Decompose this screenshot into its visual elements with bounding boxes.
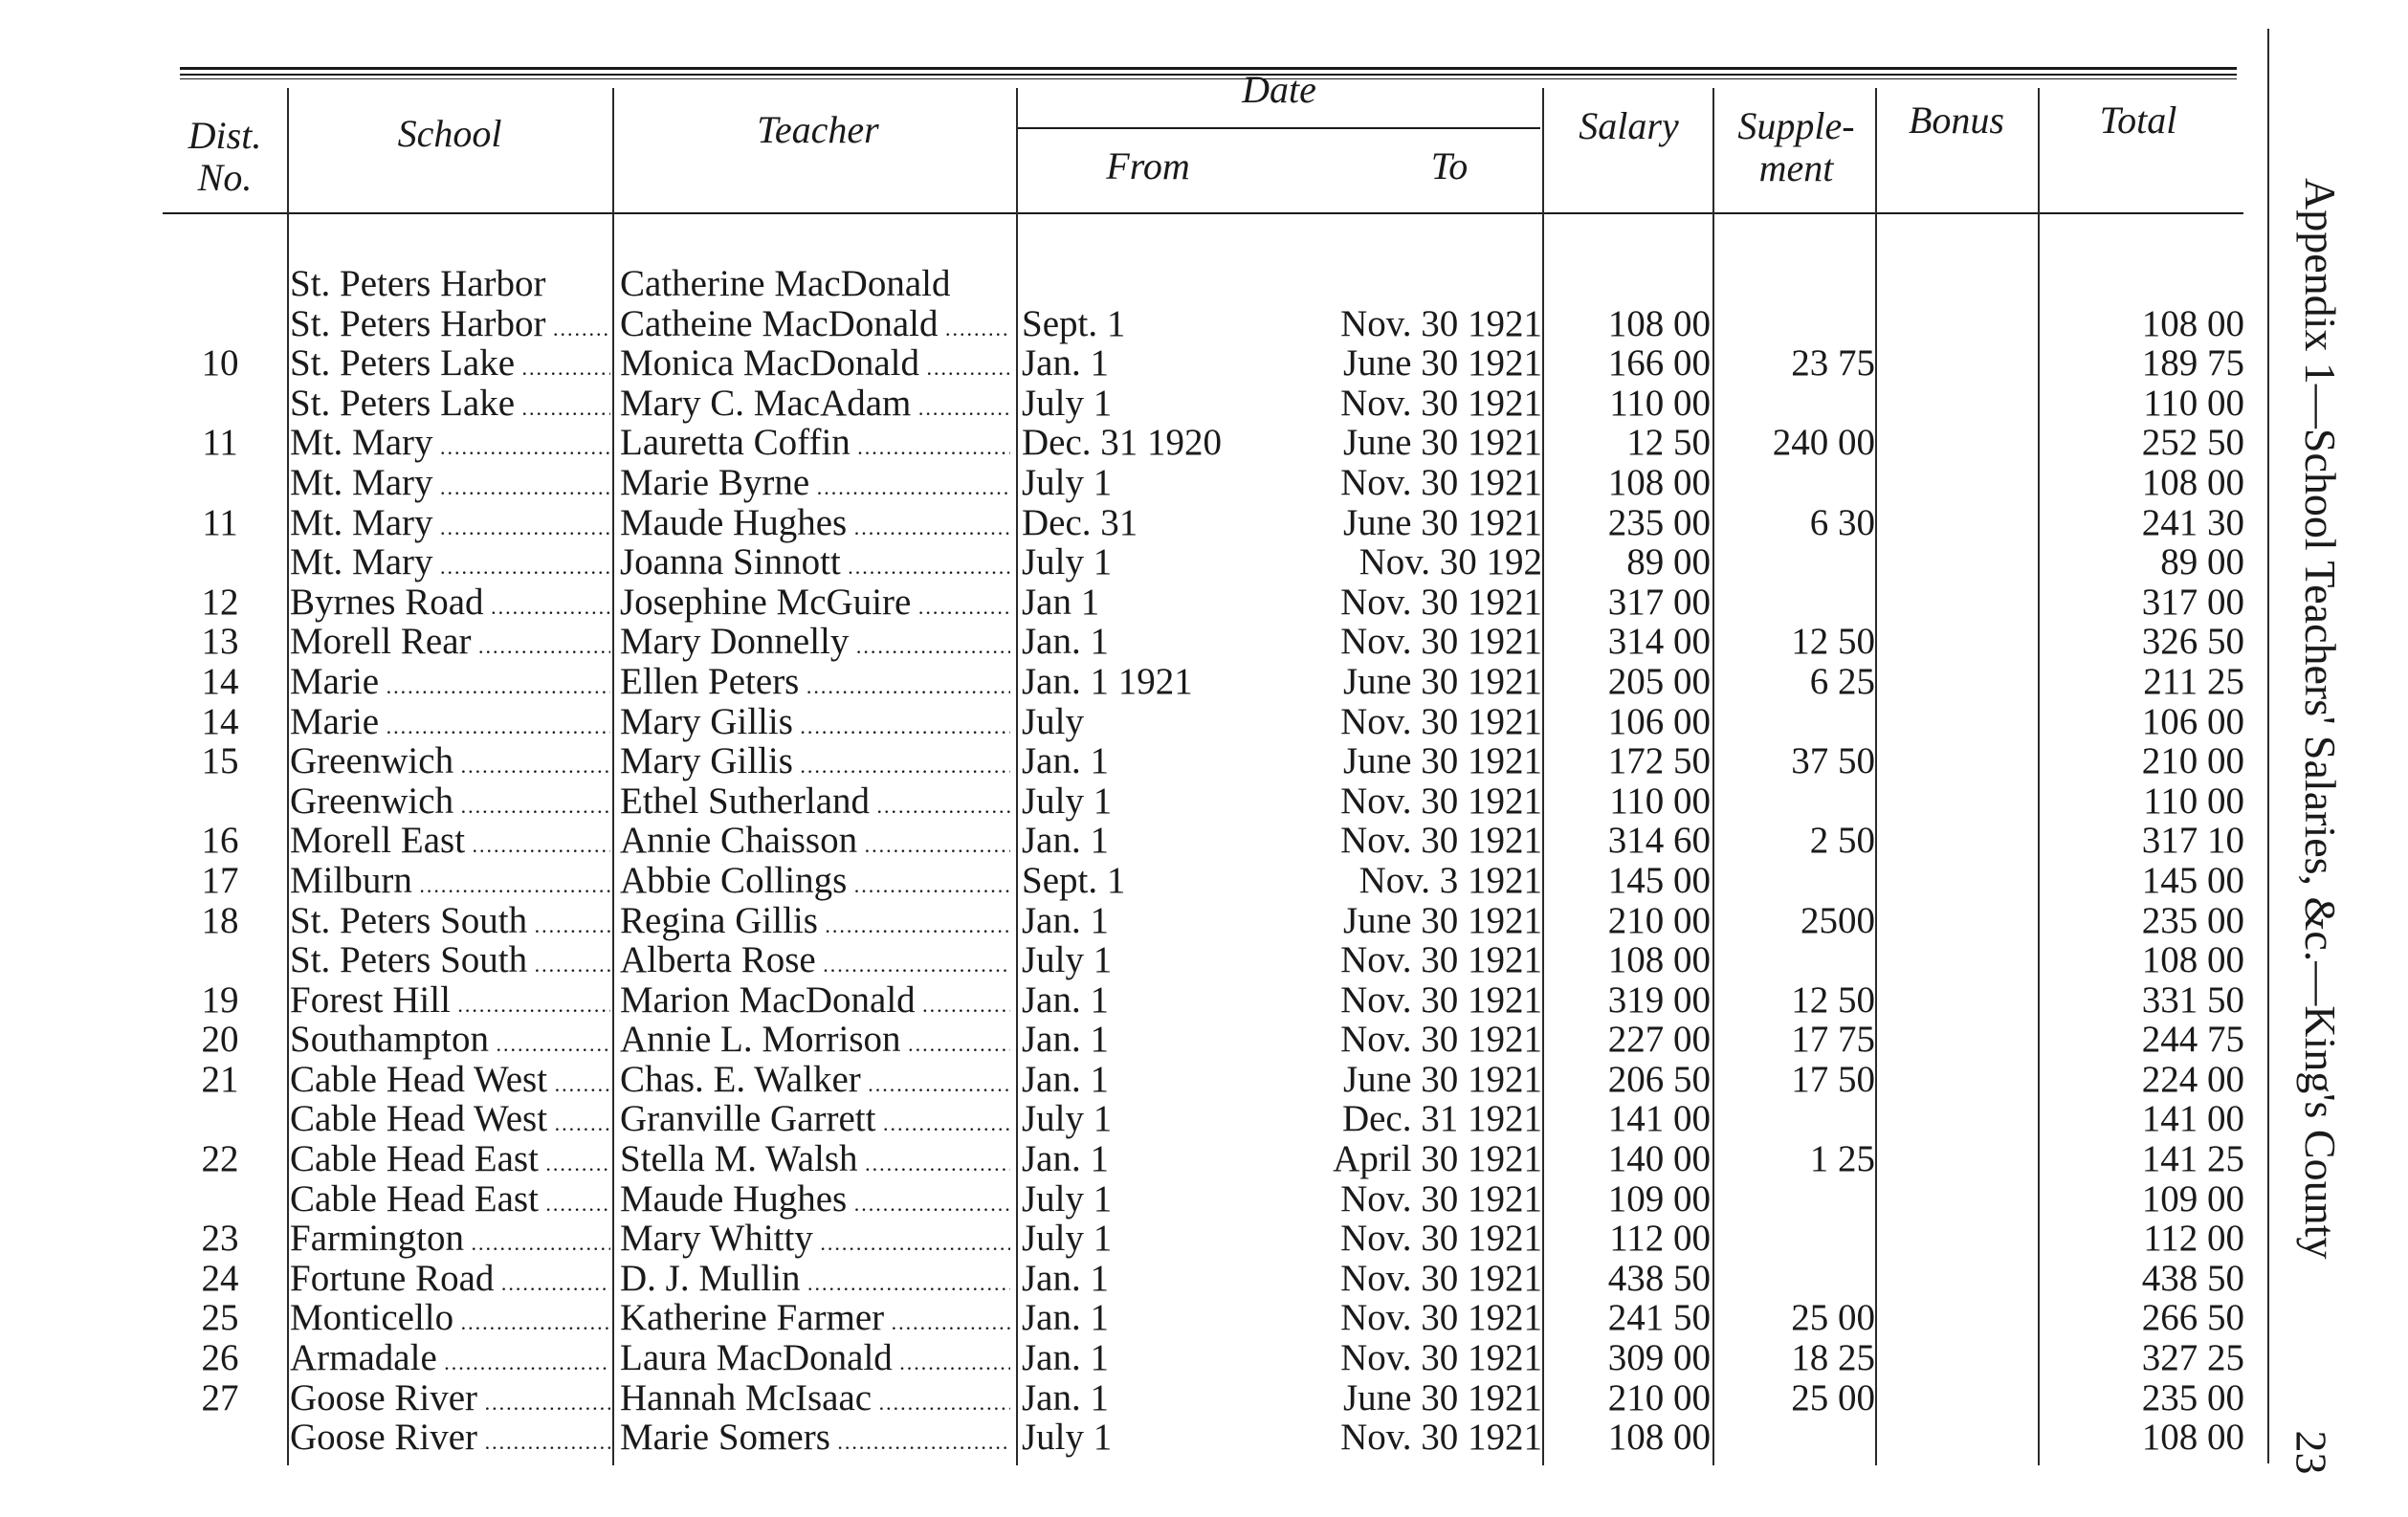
cell-date-to: Nov. 30 1921 [1340, 939, 1542, 981]
cell-supplement: 1 25 [1809, 1138, 1875, 1180]
cell-salary: 314 60 [1607, 820, 1711, 862]
cell-dist-no: 25 [201, 1297, 239, 1339]
cell-total: 112 00 [2143, 1218, 2244, 1260]
cell-teacher: Maude Hughes ..... [620, 503, 1010, 548]
cell-salary: 206 50 [1607, 1058, 1711, 1100]
cell-school: Forest Hill ..... [290, 980, 610, 1025]
table-row [0, 542, 2277, 583]
cell-school: Cable Head West ..... [290, 1099, 610, 1144]
salary-table [0, 264, 2277, 1458]
cell-teacher: Abbie Collings ..... [620, 861, 1010, 906]
cell-supplement: 6 25 [1809, 660, 1875, 702]
cell-teacher: Annie L. Morrison ..... [620, 1020, 1010, 1065]
cell-salary: 317 00 [1607, 581, 1711, 623]
cell-supplement: 240 00 [1772, 422, 1875, 464]
cell-teacher: Catherine MacDonald [620, 264, 951, 304]
cell-date-from: July 1 [1022, 461, 1113, 503]
cell-date-to: Nov. 30 1921 [1340, 1177, 1542, 1220]
cell-total: 108 00 [2141, 939, 2244, 981]
cell-total: 235 00 [2141, 1376, 2244, 1418]
cell-school: Mt. Mary ..... [290, 463, 610, 508]
cell-salary: 12 50 [1626, 422, 1711, 464]
cell-total: 241 30 [2141, 501, 2244, 543]
cell-school: Cable Head East ..... [290, 1139, 610, 1184]
cell-total: 210 00 [2141, 740, 2244, 782]
cell-school: Cable Head West ..... [290, 1060, 610, 1105]
cell-total: 326 50 [2141, 621, 2244, 663]
cell-date-to: Nov. 30 1921 [1340, 1337, 1542, 1379]
cell-date-from: Jan. 1 [1022, 621, 1109, 663]
header-date: Date [1242, 68, 1316, 111]
cell-date-to: Dec. 31 1921 [1341, 1098, 1542, 1140]
cell-dist-no: 21 [201, 1058, 239, 1100]
cell-teacher: Granville Garrett ..... [620, 1099, 1010, 1144]
cell-teacher: Marie Byrne ..... [620, 463, 1010, 508]
table-row [0, 1259, 2277, 1299]
cell-date-from: Jan. 1 [1022, 1297, 1109, 1339]
table-row [0, 702, 2277, 742]
cell-date-to: Nov. 30 1921 [1340, 1297, 1542, 1339]
table-row [0, 423, 2277, 463]
cell-dist-no: 18 [201, 899, 239, 941]
cell-dist-no: 22 [201, 1138, 239, 1180]
cell-salary: 110 00 [1609, 382, 1711, 424]
cell-total: 244 75 [2141, 1019, 2244, 1061]
cell-date-to: Nov. 30 1921 [1340, 1218, 1542, 1260]
cell-date-from: Jan. 1 [1022, 1019, 1109, 1061]
table-row [0, 1139, 2277, 1179]
table-row [0, 384, 2277, 424]
cell-total: 235 00 [2141, 899, 2244, 941]
cell-teacher: Mary Gillis ..... [620, 741, 1010, 786]
cell-salary: 241 50 [1607, 1297, 1711, 1339]
cell-date-to: June 30 1921 [1343, 342, 1542, 385]
page-number: 23 [2286, 1430, 2336, 1475]
cell-school: Mt. Mary ..... [290, 542, 610, 587]
cell-salary: 108 00 [1607, 461, 1711, 503]
cell-dist-no: 13 [201, 621, 239, 663]
cell-teacher: D. J. Mullin ..... [620, 1259, 1010, 1304]
cell-teacher: Regina Gillis ..... [620, 901, 1010, 946]
cell-supplement: 18 25 [1791, 1337, 1875, 1379]
cell-dist-no: 12 [201, 581, 239, 623]
cell-total: 438 50 [2141, 1257, 2244, 1299]
cell-teacher: Mary Donnelly ..... [620, 622, 1010, 667]
cell-teacher: Marion MacDonald ..... [620, 980, 1010, 1025]
cell-salary: 205 00 [1607, 660, 1711, 702]
cell-date-to: June 30 1921 [1343, 740, 1542, 782]
cell-teacher: Katherine Farmer ..... [620, 1298, 1010, 1343]
cell-school: Morell East ..... [290, 821, 610, 866]
cell-salary: 314 00 [1607, 621, 1711, 663]
cell-date-to: April 30 1921 [1333, 1138, 1542, 1180]
header-to: To [1430, 144, 1469, 187]
cell-salary: 172 50 [1607, 740, 1711, 782]
cell-date-from: July 1 [1022, 1177, 1113, 1220]
cell-total: 331 50 [2141, 978, 2244, 1021]
cell-salary: 235 00 [1607, 501, 1711, 543]
cell-teacher: Hannah McIsaac ..... [620, 1378, 1010, 1423]
cell-dist-no: 26 [201, 1337, 239, 1379]
cell-date-from: July [1022, 700, 1085, 742]
cell-school: St. Peters Harbor [290, 264, 546, 304]
cell-supplement: 25 00 [1791, 1297, 1875, 1339]
cell-school: Milburn ..... [290, 861, 610, 906]
cell-teacher: Josephine McGuire ..... [620, 583, 1010, 627]
cell-date-from: July 1 [1022, 939, 1113, 981]
header-bonus: Bonus [1909, 99, 2004, 142]
cell-date-to: June 30 1921 [1343, 1058, 1542, 1100]
cell-date-to: June 30 1921 [1343, 1376, 1542, 1418]
cell-school: Armadale ..... [290, 1338, 610, 1383]
cell-salary: 438 50 [1607, 1257, 1711, 1299]
table-row [0, 463, 2277, 503]
cell-date-from: Jan. 1 [1022, 1058, 1109, 1100]
cell-date-from: Jan. 1 [1022, 820, 1109, 862]
cell-school: Southampton ..... [290, 1020, 610, 1065]
cell-supplement: 37 50 [1791, 740, 1875, 782]
cell-date-to: June 30 1921 [1343, 660, 1542, 702]
cell-date-to: Nov. 30 1921 [1340, 1417, 1542, 1459]
cell-date-from: Jan. 1 [1022, 740, 1109, 782]
cell-teacher: Stella M. Walsh ..... [620, 1139, 1010, 1184]
cell-teacher: Mary Gillis ..... [620, 702, 1010, 747]
cell-total: 145 00 [2141, 859, 2244, 901]
cell-school: Goose River ..... [290, 1378, 610, 1423]
table-row [0, 1338, 2277, 1378]
cell-date-to: Nov. 30 1921 [1340, 820, 1542, 862]
cell-school: Morell Rear ..... [290, 622, 610, 667]
table-row [0, 1219, 2277, 1259]
cell-dist-no: 20 [201, 1019, 239, 1061]
table-row [0, 901, 2277, 941]
cell-teacher: Mary Whitty ..... [620, 1219, 1010, 1264]
cell-salary: 319 00 [1607, 978, 1711, 1021]
cell-date-to: Nov. 30 1921 [1340, 1019, 1542, 1061]
header-school: School [397, 112, 502, 155]
cell-total: 108 00 [2141, 1417, 2244, 1459]
cell-total: 266 50 [2141, 1297, 2244, 1339]
table-row [0, 821, 2277, 861]
cell-total: 89 00 [2160, 541, 2244, 583]
cell-supplement: 12 50 [1791, 621, 1875, 663]
cell-school: Marie ..... [290, 702, 610, 747]
cell-school: St. Peters Lake ..... [290, 384, 610, 429]
cell-dist-no: 11 [202, 501, 238, 543]
table-row [0, 861, 2277, 901]
cell-dist-no: 16 [201, 820, 239, 862]
cell-total: 108 00 [2141, 461, 2244, 503]
cell-date-from: Jan 1 [1022, 581, 1100, 623]
cell-date-from: July 1 [1022, 1098, 1113, 1140]
cell-date-to: Nov. 30 1921 [1340, 461, 1542, 503]
cell-school: Fortune Road ..... [290, 1259, 610, 1304]
cell-salary: 309 00 [1607, 1337, 1711, 1379]
table-row [0, 1060, 2277, 1100]
table-row [0, 662, 2277, 702]
cell-total: 108 00 [2141, 302, 2244, 344]
cell-supplement: 25 00 [1791, 1376, 1875, 1418]
cell-school: Cable Head East ..... [290, 1179, 610, 1224]
cell-total: 110 00 [2143, 382, 2244, 424]
cell-dist-no: 19 [201, 978, 239, 1021]
cell-teacher: Ethel Sutherland ..... [620, 781, 1010, 826]
cell-total: 317 10 [2141, 820, 2244, 862]
cell-date-from: Jan. 1 [1022, 342, 1109, 385]
cell-date-to: Nov. 30 1921 [1340, 1257, 1542, 1299]
cell-dist-no: 24 [201, 1257, 239, 1299]
table-row [0, 1020, 2277, 1060]
cell-school: St. Peters South ..... [290, 940, 610, 985]
cell-date-from: July 1 [1022, 1417, 1113, 1459]
cell-date-to: Nov. 30 192 [1359, 541, 1542, 583]
table-row [0, 1099, 2277, 1139]
cell-school: Mt. Mary ..... [290, 503, 610, 548]
cell-total: 141 00 [2141, 1098, 2244, 1140]
cell-total: 141 25 [2141, 1138, 2244, 1180]
cell-school: St. Peters Lake ..... [290, 343, 610, 388]
table-row [0, 343, 2277, 384]
cell-date-to: Nov. 30 1921 [1340, 382, 1542, 424]
table-row [0, 940, 2277, 980]
table-row [0, 1298, 2277, 1338]
cell-date-from: Dec. 31 1920 [1022, 422, 1223, 464]
cell-salary: 210 00 [1607, 899, 1711, 941]
cell-teacher: Marie Somers ..... [620, 1418, 1010, 1462]
cell-school: Greenwich ..... [290, 741, 610, 786]
cell-salary: 145 00 [1607, 859, 1711, 901]
cell-date-from: Sept. 1 [1022, 859, 1126, 901]
cell-teacher: Alberta Rose ..... [620, 940, 1010, 985]
cell-salary: 89 00 [1626, 541, 1711, 583]
cell-salary: 109 00 [1607, 1177, 1711, 1220]
cell-dist-no: 14 [201, 660, 239, 702]
cell-total: 327 25 [2141, 1337, 2244, 1379]
table-row [0, 304, 2277, 344]
cell-date-from: Jan. 1 [1022, 1337, 1109, 1379]
cell-school: Farmington ..... [290, 1219, 610, 1264]
cell-date-to: Nov. 30 1921 [1340, 302, 1542, 344]
cell-school: Goose River ..... [290, 1418, 610, 1462]
cell-dist-no: 23 [201, 1218, 239, 1260]
cell-date-from: Jan. 1 [1022, 978, 1109, 1021]
cell-teacher: Laura MacDonald ..... [620, 1338, 1010, 1383]
cell-salary: 108 00 [1607, 939, 1711, 981]
cell-supplement: 12 50 [1791, 978, 1875, 1021]
cell-salary: 166 00 [1607, 342, 1711, 385]
cell-salary: 210 00 [1607, 1376, 1711, 1418]
cell-teacher: Ellen Peters ..... [620, 662, 1010, 707]
table-row [0, 1179, 2277, 1220]
cell-salary: 108 00 [1607, 302, 1711, 344]
table-row [0, 980, 2277, 1021]
cell-date-to: June 30 1921 [1343, 899, 1542, 941]
header-teacher: Teacher [757, 108, 879, 151]
cell-date-from: Jan. 1 [1022, 1376, 1109, 1418]
table-row [0, 622, 2277, 662]
cell-date-to: Nov. 30 1921 [1340, 581, 1542, 623]
cell-total: 110 00 [2143, 780, 2244, 822]
table-row [0, 781, 2277, 822]
table-row [0, 264, 2277, 304]
cell-school: Byrnes Road ..... [290, 583, 610, 627]
cell-date-to: June 30 1921 [1343, 501, 1542, 543]
cell-supplement: 2500 [1800, 899, 1875, 941]
cell-teacher: Catheine MacDonald ..... [620, 304, 1010, 349]
header-total: Total [2099, 99, 2177, 142]
cell-salary: 112 00 [1609, 1218, 1711, 1260]
table-row [0, 583, 2277, 623]
cell-date-from: Sept. 1 [1022, 302, 1126, 344]
table-row [0, 503, 2277, 543]
cell-salary: 110 00 [1609, 780, 1711, 822]
cell-date-to: June 30 1921 [1343, 422, 1542, 464]
cell-teacher: Monica MacDonald ..... [620, 343, 1010, 388]
header-dist-no: Dist. No. [188, 114, 262, 199]
cell-teacher: Lauretta Coffin ..... [620, 423, 1010, 468]
cell-supplement: 17 75 [1791, 1019, 1875, 1061]
cell-date-from: July 1 [1022, 780, 1113, 822]
cell-date-from: July 1 [1022, 1218, 1113, 1260]
cell-date-from: Dec. 31 [1022, 501, 1138, 543]
cell-total: 189 75 [2141, 342, 2244, 385]
cell-date-to: Nov. 30 1921 [1340, 978, 1542, 1021]
cell-date-from: Jan. 1 [1022, 1257, 1109, 1299]
cell-total: 211 25 [2143, 660, 2244, 702]
cell-date-from: Jan. 1 [1022, 1138, 1109, 1180]
cell-dist-no: 10 [201, 342, 239, 385]
table-row [0, 1378, 2277, 1418]
cell-salary: 140 00 [1607, 1138, 1711, 1180]
date-rule [1018, 127, 1540, 129]
side-title: Appendix 1—School Teachers' Salaries, &c.—King's County [2296, 178, 2345, 1260]
cell-teacher: Maude Hughes ..... [620, 1179, 1010, 1224]
cell-school: St. Peters Harbor ..... [290, 304, 610, 349]
cell-school: Greenwich ..... [290, 781, 610, 826]
cell-date-to: Nov. 30 1921 [1340, 780, 1542, 822]
table-row [0, 1418, 2277, 1458]
cell-teacher: Annie Chaisson ..... [620, 821, 1010, 866]
cell-date-from: July 1 [1022, 541, 1113, 583]
table-row [0, 741, 2277, 781]
cell-dist-no: 27 [201, 1376, 239, 1418]
cell-salary: 108 00 [1607, 1417, 1711, 1459]
cell-date-to: Nov. 3 1921 [1359, 859, 1542, 901]
cell-date-to: Nov. 30 1921 [1340, 621, 1542, 663]
cell-date-from: Jan. 1 1921 [1022, 660, 1193, 702]
cell-date-from: July 1 [1022, 382, 1113, 424]
cell-dist-no: 15 [201, 740, 239, 782]
cell-school: Monticello ..... [290, 1298, 610, 1343]
cell-total: 106 00 [2141, 700, 2244, 742]
cell-supplement: 23 75 [1791, 342, 1875, 385]
cell-dist-no: 17 [201, 859, 239, 901]
cell-total: 317 00 [2141, 581, 2244, 623]
header-from: From [1106, 144, 1190, 187]
cell-school: Marie ..... [290, 662, 610, 707]
cell-date-from: Jan. 1 [1022, 899, 1109, 941]
cell-salary: 227 00 [1607, 1019, 1711, 1061]
header-salary: Salary [1579, 104, 1679, 147]
header-supplement: Supple- ment [1737, 104, 1855, 189]
cell-supplement: 2 50 [1809, 820, 1875, 862]
cell-dist-no: 14 [201, 700, 239, 742]
cell-school: Mt. Mary ..... [290, 423, 610, 468]
cell-teacher: Mary C. MacAdam ..... [620, 384, 1010, 429]
cell-total: 224 00 [2141, 1058, 2244, 1100]
cell-salary: 141 00 [1607, 1098, 1711, 1140]
cell-dist-no: 11 [202, 422, 238, 464]
cell-supplement: 6 30 [1809, 501, 1875, 543]
cell-date-to: Nov. 30 1921 [1340, 700, 1542, 742]
cell-teacher: Joanna Sinnott ..... [620, 542, 1010, 587]
cell-total: 109 00 [2141, 1177, 2244, 1220]
cell-supplement: 17 50 [1791, 1058, 1875, 1100]
cell-school: St. Peters South ..... [290, 901, 610, 946]
cell-total: 252 50 [2141, 422, 2244, 464]
cell-teacher: Chas. E. Walker ..... [620, 1060, 1010, 1105]
cell-salary: 106 00 [1607, 700, 1711, 742]
header-rule [163, 212, 2243, 214]
